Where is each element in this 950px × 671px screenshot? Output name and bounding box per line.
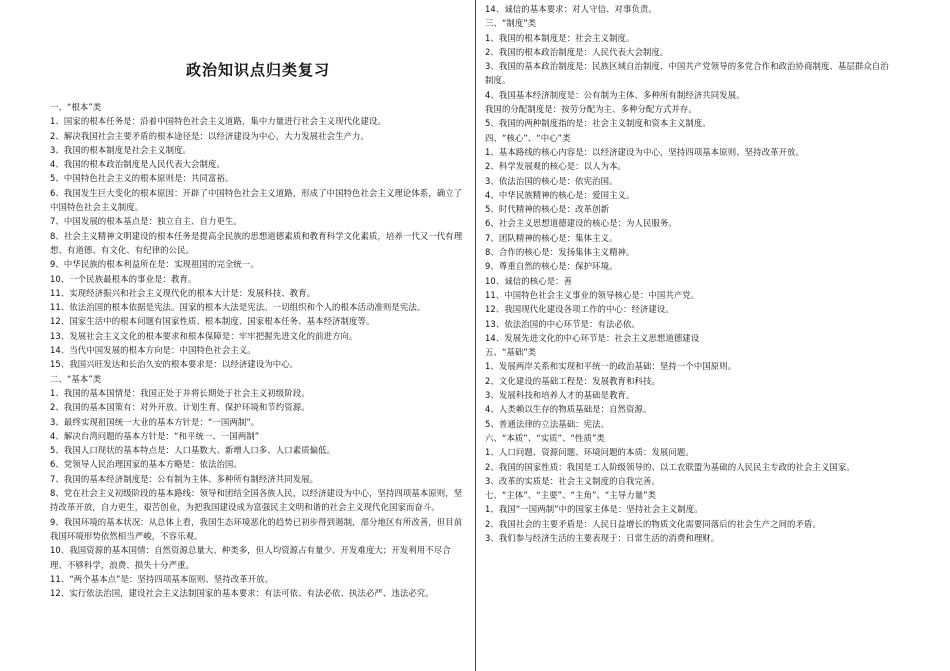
- left-text-line: 7、我国的基本经济制度是：公有制为主体、多种所有制经济共同发展。: [50, 473, 319, 484]
- right-text-line: 14、发展先进文化的中心环节是：社会主义思想道德建设: [485, 332, 700, 343]
- left-text-line: 12、实行依法治国，建设社会主义法制国家的基本要求：有法可依、有法必依、执法必严、违法必究。: [50, 588, 434, 599]
- right-text-line: 9、尊重自然的核心是：保护环境。: [485, 261, 618, 272]
- left-text-line: 1、我国的基本国情是：我国正处于并将长期处于社会主义初级阶段。: [50, 387, 310, 398]
- left-text-line: 8、社会主义精神文明建设的根本任务是提高全民族的思想道德素质和教育科学文化素质，培养一代又一代有理想、有道德、有文化、有纪律的公民。: [50, 230, 463, 255]
- left-text-line: 3、最终实现祖国统一大业的基本方针是：“一国两制”。: [50, 416, 260, 427]
- left-text-line: 6、党领导人民治理国家的基本方略是：依法治国。: [50, 459, 242, 470]
- left-text-line: 8、党在社会主义初级阶段的基本路线：领导和团结全国各族人民，以经济建设为中心，坚持四项基本原则，坚持改革开放，自力更生，艰苦创业，为把我国建设成为富强民主文明和谐的社会主义现代化国家而奋斗。: [50, 488, 463, 513]
- right-text-line: 5、时代精神的核心是：改革创新: [485, 204, 610, 215]
- left-text-line: 9、我国环境的基本状况：从总体上看，我国生态环境恶化的趋势已初步得到遏制，部分地区有所改善，但目前我国环境形势依然相当严峻，不容乐观。: [50, 516, 463, 541]
- right-lines: [485, 2, 897, 545]
- right-text-line: 1、我国“一国两制”中的国家主体是：坚持社会主义制度。: [485, 504, 703, 515]
- left-text-line: 5、我国人口现状的基本特点是：人口基数大、新增人口多、人口素质偏低。: [50, 445, 336, 456]
- right-text-line: 4、中华民族精神的核心是：爱国主义。: [485, 189, 635, 200]
- left-text-line: 13、发展社会主义文化的根本要求和根本保障是：牢牢把握先进文化的前进方向。: [50, 330, 358, 341]
- right-text-line: 3、我们参与经济生活的主要表现于：日常生活的消费和理财。: [485, 532, 720, 543]
- right-text-line: 2、科学发展观的核心是：以人为本。: [485, 161, 627, 172]
- right-text-line: 3、依法治国的核心是：依宪治国。: [485, 175, 618, 186]
- left-text-line: 二、“基本”类: [50, 373, 102, 384]
- right-text-line: 12、我国现代化建设各项工作的中心：经济建设。: [485, 304, 674, 315]
- left-text-line: 一、“根本”类: [50, 102, 102, 112]
- left-text-line: 6、我国发生巨大变化的根本原因：开辟了中国特色社会主义道路，形成了中国特色社会主义理论体系，确立了中国特色社会主义制度。: [50, 187, 463, 213]
- right-text-line: 13、依法治国的中心环节是：有法必依。: [485, 318, 640, 329]
- right-text-line: 2、我国的国家性质：我国是工人阶级领导的、以工农联盟为基础的人民民主专政的社会主义国家。: [485, 461, 855, 472]
- right-text-line: 3、我国的基本政治制度是：民族区域自治制度、中国共产党领导的多党合作和政治协商制度、基层群众自治制度。: [485, 61, 889, 86]
- left-text-line: 11、依法治国的根本依据是宪法。国家的根本大法是宪法。一切组织和个人的根本活动准则是宪法。: [50, 302, 426, 313]
- right-text-line: 1、人口问题、资源问题、环境问题的本质：发展问题。: [485, 447, 694, 458]
- left-text-line: 11、实现经济振兴和社会主义现代化的根本大计是：发展科技、教育。: [50, 287, 316, 298]
- right-text-line: 5、我国的两种制度指的是：社会主义制度和资本主义制度。: [485, 118, 711, 129]
- right-text-line: 8、合作的核心是：发扬集体主义精神。: [485, 247, 635, 258]
- right-text-line: 14、诚信的基本要求：对人守信、对事负责。: [485, 4, 657, 14]
- left-text-line: 7、中国发展的根本基点是：独立自主、自力更生。: [50, 216, 242, 227]
- right-text-line: 4、我国基本经济制度是：公有制为主体、多种所有制经济共同发展。: [485, 89, 745, 100]
- right-text-line: 五、“基础”类: [485, 347, 537, 358]
- left-text-line: 3、我国的根本制度是社会主义制度。: [50, 144, 192, 155]
- column-divider: [475, 0, 476, 671]
- right-text-line: 10、诚信的核心是：善: [485, 275, 573, 286]
- left-text-line: 9、中华民族的根本利益所在是：实现祖国的完全统一。: [50, 259, 259, 270]
- right-text-line: 1、我国的根本制度是：社会主义制度。: [485, 32, 635, 43]
- left-text-line: 15、我国兴旺发达和长治久安的根本要求是：以经济建设为中心。: [50, 359, 299, 370]
- left-text-line: 14、当代中国发展的根本方向是：中国特色社会主义。: [50, 345, 256, 356]
- left-text-line: 4、解决台湾问题的基本方针是：“和平统一、一国两制”: [50, 430, 260, 441]
- right-text-line: 2、我国社会的主要矛盾是：人民日益增长的物质文化需要同落后的社会生产之间的矛盾。: [485, 518, 821, 529]
- right-text-line: 3、改革的实质是：社会主义制度的自我完善。: [485, 475, 660, 486]
- right-text-line: 3、发展科技和培养人才的基础是教育。: [485, 390, 635, 401]
- right-text-line: 六、“本质”、“实质”、“性质”类: [485, 432, 605, 443]
- page-title: 政治知识点归类复习: [185, 61, 330, 79]
- right-column: [485, 2, 897, 671]
- right-text-line: 四、“核心”、“中心”类: [485, 132, 571, 143]
- left-text-line: 2、我国的基本国策有：对外开放、计划生育、保护环境和节约资源。: [50, 402, 310, 413]
- left-text-line: 11、“两个基本点”是：坚持四项基本原则、坚持改革开放。: [50, 573, 274, 584]
- right-text-line: 1、基本路线的核心内容是：以经济建设为中心，坚持四项基本原则、坚持改革开放。: [485, 146, 805, 157]
- left-text-line: 10、我国资源的基本国情：自然资源总量大、种类多，但人均资源占有量少、开发难度大；开发利用不尽合理、不够科学，浪费、损失十分严重。: [50, 545, 451, 570]
- right-text-line: 4、人类赖以生存的物质基础是：自然资源。: [485, 404, 652, 415]
- left-lines: [50, 100, 466, 600]
- right-text-line: 1、发展两岸关系和实现和平统一的政治基础：坚持一个中国原则。: [485, 361, 737, 372]
- left-text-line: 2、解决我国社会主要矛盾的根本途径是：以经济建设为中心，大力发展社会生产力。: [50, 130, 370, 141]
- left-column: [50, 60, 466, 671]
- left-text-line: 1、国家的根本任务是：沿着中国特色社会主义道路，集中力量进行社会主义现代化建设。: [50, 116, 386, 127]
- right-text-line: 2、我国的根本政治制度是：人民代表大会制度。: [485, 46, 669, 57]
- right-text-line: 11、中国特色社会主义事业的领导核心是：中国共产党。: [485, 289, 700, 300]
- right-text-line: 5、普通法律的立法基础：宪法。: [485, 418, 610, 429]
- left-text-line: 5、中国特色社会主义的根本原则是：共同富裕。: [50, 173, 234, 184]
- right-text-line: 6、社会主义思想道德建设的核心是：为人民服务。: [485, 218, 677, 229]
- right-text-line: 我国的分配制度是：按劳分配为主、多种分配方式并存。: [485, 104, 697, 115]
- left-text-line: 4、我国的根本政治制度是人民代表大会制度。: [50, 159, 225, 170]
- right-text-line: 七、“主体”、“主要”、“主角”、“主导力量”类: [485, 490, 657, 501]
- right-text-line: 7、团队精神的核心是：集体主义。: [485, 232, 618, 243]
- right-text-line: 三、“制度”类: [485, 18, 537, 29]
- left-text-line: 12、国家生活中的根本问题有国家性质、根本制度、国家根本任务、基本经济制度等。: [50, 316, 375, 327]
- left-text-line: 10、一个民族最根本的事业是：教育。: [50, 273, 197, 284]
- right-text-line: 2、文化建设的基础工程是：发展教育和科技。: [485, 375, 660, 386]
